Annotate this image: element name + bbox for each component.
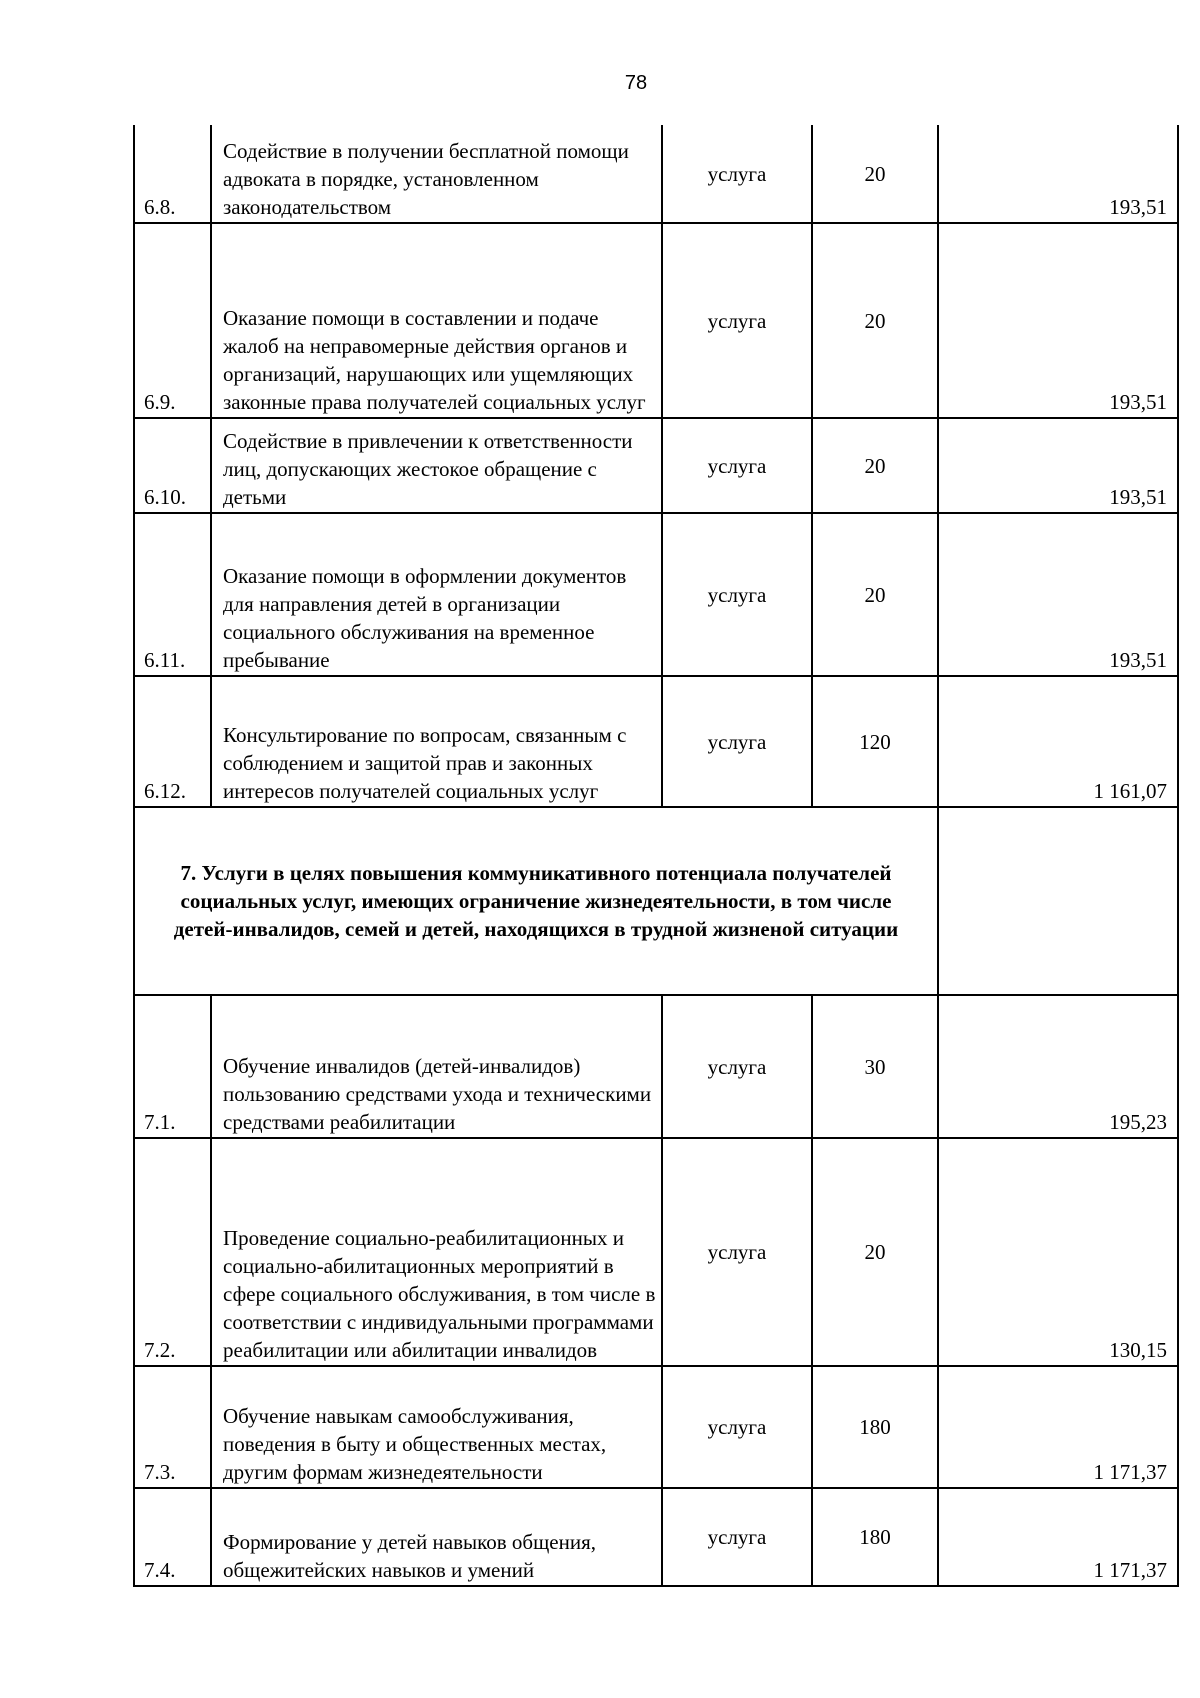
service-price: 193,51 [938,125,1178,223]
service-unit: услуга [662,513,812,676]
section-header-row [134,807,1178,995]
table-row [134,223,1178,418]
table-row [134,1488,1178,1586]
service-unit: услуга [662,676,812,807]
row-number: 6.12. [134,676,211,807]
row-number: 7.2. [134,1138,211,1366]
table-row [134,418,1178,513]
service-name: Содействие в привлечении к ответственности лиц, допускающих жестокое обращение с детьми [211,418,662,513]
table-row [134,513,1178,676]
row-number: 7.1. [134,995,211,1138]
table-row [134,1138,1178,1366]
row-number: 6.9. [134,223,211,418]
service-name: Проведение социально-реабилитационных и социально-абилитационных мероприятий в сфере социального обслуживания, в том числе в соответствии с индивидуальными программами реабилитации или абилитации инвалидов [211,1138,662,1366]
service-price: 193,51 [938,513,1178,676]
service-name: Обучение навыкам самообслуживания, поведения в быту и общественных местах, другим формам жизнедеятельности [211,1366,662,1488]
service-quantity: 180 [812,1488,938,1586]
service-unit: услуга [662,125,812,223]
row-number: 6.11. [134,513,211,676]
table-row [134,676,1178,807]
service-price: 195,23 [938,995,1178,1138]
table-row [134,1366,1178,1488]
service-unit: услуга [662,1138,812,1366]
service-name: Содействие в получении бесплатной помощи адвоката в порядке, установленном законодательством [211,125,662,223]
section-7-title: 7. Услуги в целях повышения коммуникативного потенциала получателей социальных услуг, имеющих ограничение жизнедеятельности, в том числе детей-инвалидов, семей и детей, находящихся в трудной жизненой ситуации [134,807,938,995]
service-unit: услуга [662,418,812,513]
service-price: 1 171,37 [938,1366,1178,1488]
service-unit: услуга [662,223,812,418]
service-price: 193,51 [938,418,1178,513]
service-quantity: 30 [812,995,938,1138]
service-price: 1 161,07 [938,676,1178,807]
table-row [134,125,1178,223]
service-name: Оказание помощи в составлении и подаче жалоб на неправомерные действия органов и организаций, нарушающих или ущемляющих законные права получателей социальных услуг [211,223,662,418]
service-quantity: 20 [812,418,938,513]
row-number: 6.10. [134,418,211,513]
service-unit: услуга [662,1366,812,1488]
service-price: 193,51 [938,223,1178,418]
row-number: 7.3. [134,1366,211,1488]
row-number: 7.4. [134,1488,211,1586]
service-name: Оказание помощи в оформлении документов для направления детей в организации социального обслуживания на временное пребывание [211,513,662,676]
service-price: 1 171,37 [938,1488,1178,1586]
page-number: 78 [624,72,648,94]
service-quantity: 20 [812,1138,938,1366]
service-quantity: 20 [812,125,938,223]
service-quantity: 120 [812,676,938,807]
row-number: 6.8. [134,125,211,223]
service-name: Консультирование по вопросам, связанным с соблюдением и защитой прав и законных интересов получателей социальных услуг [211,676,662,807]
service-name: Обучение инвалидов (детей-инвалидов) пользованию средствами ухода и техническими средствами реабилитации [211,995,662,1138]
service-quantity: 20 [812,223,938,418]
service-unit: услуга [662,995,812,1138]
service-quantity: 20 [812,513,938,676]
empty-cell [938,807,1178,995]
service-unit: услуга [662,1488,812,1586]
service-price: 130,15 [938,1138,1178,1366]
services-table [133,125,1179,1587]
service-name: Формирование у детей навыков общения, общежитейских навыков и умений [211,1488,662,1586]
service-quantity: 180 [812,1366,938,1488]
table-row [134,995,1178,1138]
